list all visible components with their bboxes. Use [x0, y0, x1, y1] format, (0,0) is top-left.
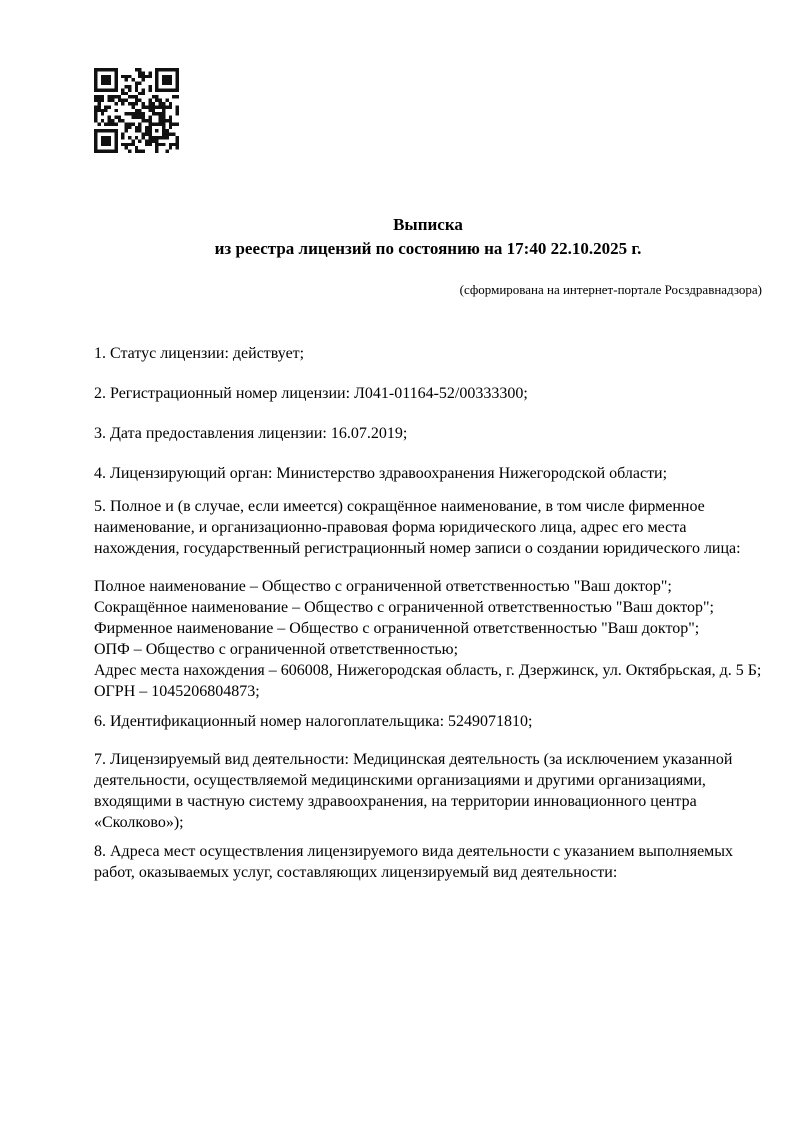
formation-note: (сформирована на интернет-портале Росздравнадзора)	[459, 282, 762, 297]
activity-type-paragraph: 7. Лицензируемый вид деятельности: Медицинская деятельность (за исключением указанной деятельности, осуществляемой медицинскими организациями и другими организациями, входящими в частную систему здравоохранения, на территории инновационного центра «Сколково»);	[94, 751, 733, 831]
org-short-name-line: Сокращённое наименование – Общество с ограниченной ответственностью "Ваш доктор";	[94, 599, 714, 616]
activity-addresses-heading: 8. Адреса мест осуществления лицензируемого вида деятельности с указанием выполняемых работ, оказываемых услуг, составляющих лицензируемый вид деятельности:	[94, 843, 734, 881]
qr-code-image	[94, 68, 179, 153]
page-title	[94, 213, 762, 261]
org-full-name-line: Полное наименование – Общество с ограниченной ответственностью "Ваш доктор";	[94, 578, 672, 595]
org-address-line: Адрес места нахождения – 606008, Нижегородская область, г. Дзержинск, ул. Октябрьская, д. 5 Б;	[94, 662, 762, 679]
org-opf-line: ОПФ – Общество с ограниченной ответственностью;	[94, 641, 459, 658]
licensing-authority-line: 4. Лицензирующий орган: Министерство здравоохранения Нижегородской области;	[94, 465, 668, 482]
document-page	[0, 68, 800, 1133]
org-brand-name-line: Фирменное наименование – Общество с ограниченной ответственностью "Ваш доктор";	[94, 620, 700, 637]
registration-number-line: 2. Регистрационный номер лицензии: Л041-01164-52/00333300;	[94, 385, 528, 402]
title-line-2: из реестра лицензий по состоянию на 17:40 22.10.2025 г.	[214, 239, 642, 258]
org-ogrn-line: ОГРН – 1045206804873;	[94, 683, 260, 700]
title-line-1: Выписка	[393, 215, 463, 234]
license-status-line: 1. Статус лицензии: действует;	[94, 345, 305, 362]
taxpayer-number-line: 6. Идентификационный номер налогоплательщика: 5249071810;	[94, 713, 533, 730]
grant-date-line: 3. Дата предоставления лицензии: 16.07.2019;	[94, 425, 408, 442]
org-details-block	[94, 576, 762, 702]
org-name-heading: 5. Полное и (в случае, если имеется) сокращённое наименование, в том числе фирменное наименование, и организационно-правовая форма юридического лица, адрес его места нахождения, государственный регистрационный номер записи о создании юридического лица:	[94, 498, 741, 557]
